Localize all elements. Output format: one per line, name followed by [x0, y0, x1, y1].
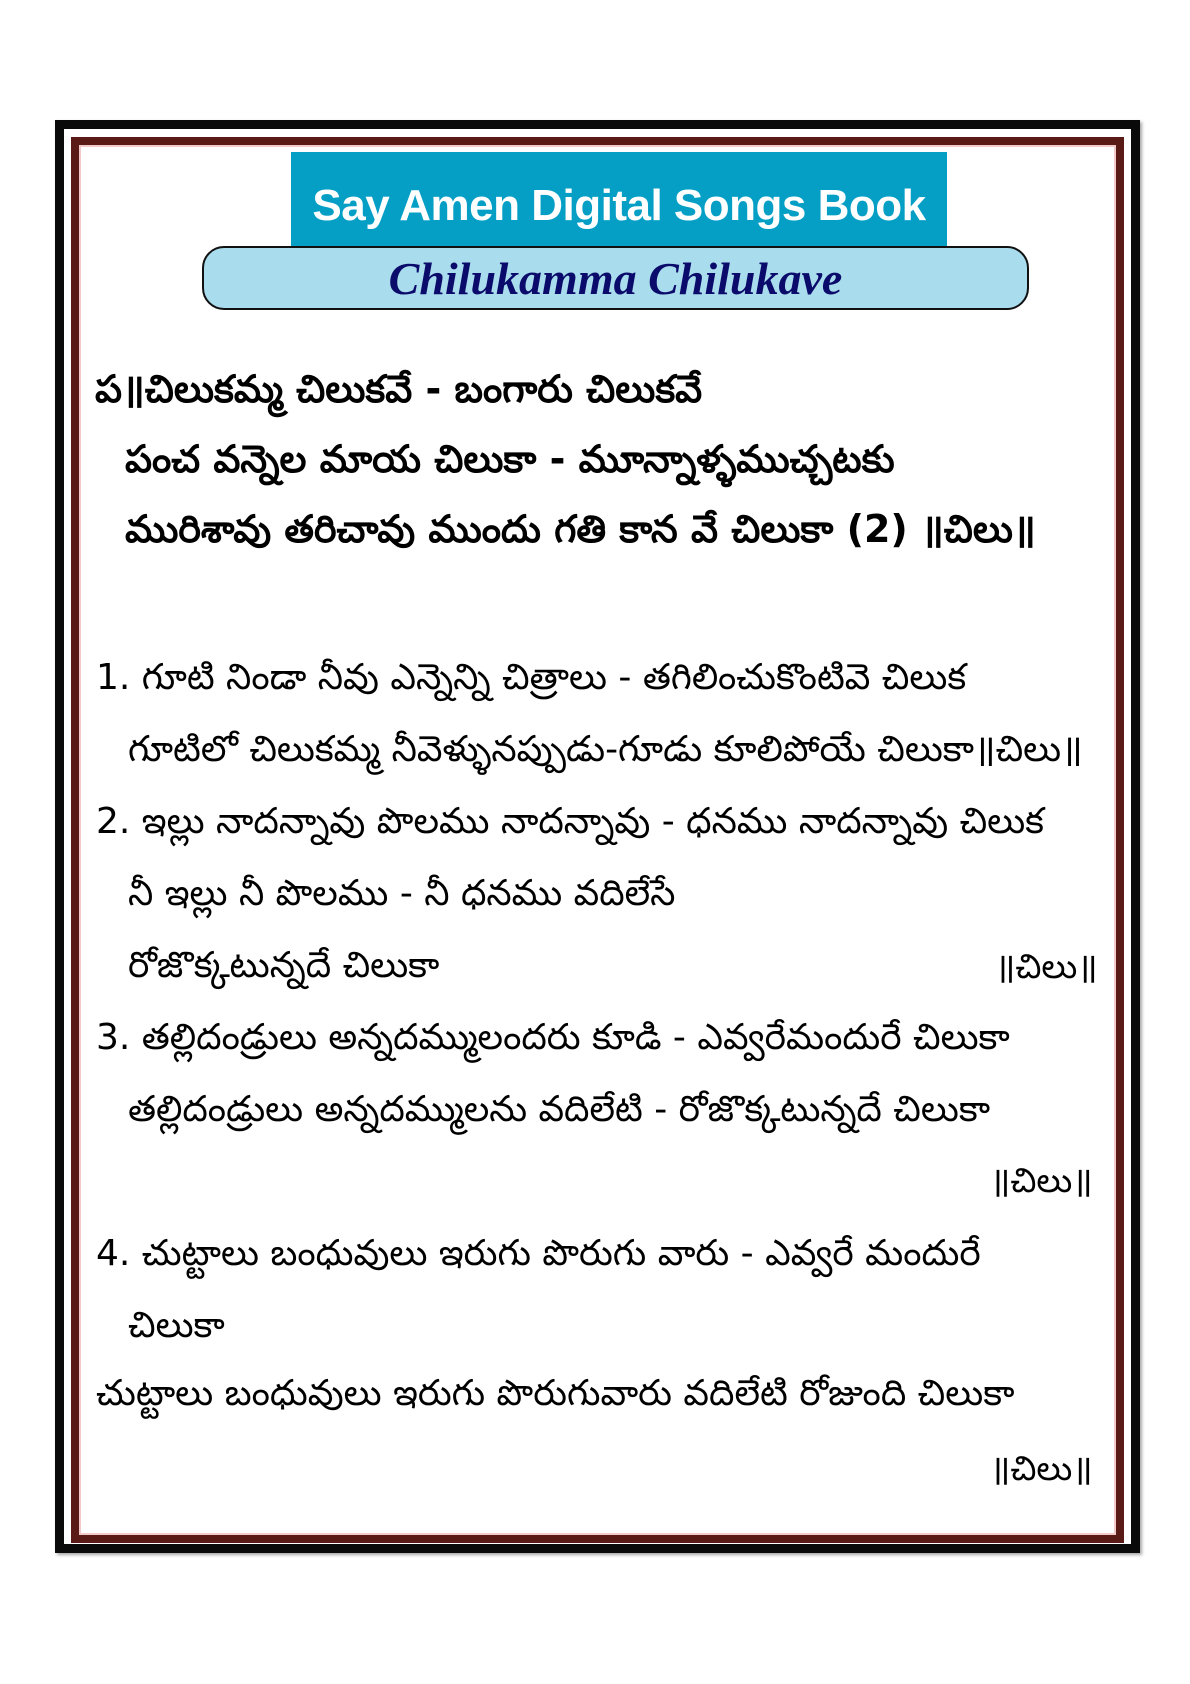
verse-2-line-3: రోజొక్కటున్నదే చిలుకా	[128, 945, 440, 986]
verse-2-line-1: 2. ఇల్లు నాదన్నావు పొలము నాదన్నావు - ధనము నాదన్నావు చిలుక	[96, 801, 1044, 842]
verse-4-line-1: 4. చుట్టాలు బంధువులు ఇరుగు పొరుగు వారు - ఎవ్వరే మందురే	[96, 1233, 981, 1274]
banner-title: Say Amen Digital Songs Book	[312, 180, 926, 230]
verse-4-line-3: చుట్టాలు బంధువులు ఇరుగు పొరుగువారు వదిలేటి రోజుంది చిలుకా	[96, 1373, 1015, 1414]
verse-2-refrain: ॥చిలు॥	[995, 947, 1098, 987]
verse-2-line-2: నీ ఇల్లు నీ పొలము - నీ ధనము వదిలేసే	[128, 873, 676, 914]
verse-3-line-2: తల్లిదండ్రులు అన్నదమ్ములను వదిలేటి - రోజొక్కటున్నదే చిలుకా	[128, 1089, 991, 1130]
verse-3-line-1: 3. తల్లిదండ్రులు అన్నదమ్ములందరు కూడి - ఎవ్వరేమందురే చిలుకా	[96, 1017, 1010, 1058]
verse-1-line-1: 1. గూటి నిండా నీవు ఎన్నెన్ని చిత్రాలు - తగిలించుకొంటివె చిలుక	[96, 657, 967, 698]
verse-1-line-2: గూటిలో చిలుకమ్మ నీవెళ్ళునప్పుడు-గూడు కూలిపోయే చిలుకా॥చిలు॥	[128, 729, 1083, 770]
songbook-banner	[291, 152, 947, 259]
chorus-line-1: ప॥చిలుకమ్మ చిలుకవే - బంగారు చిలుకవే	[95, 367, 703, 411]
song-title-pill	[202, 246, 1029, 310]
chorus-line-2: పంచ వన్నెల మాయ చిలుకా - మూన్నాళ్ళముచ్చటకు	[125, 437, 895, 481]
verse-4-refrain: ॥చిలు॥	[990, 1449, 1093, 1489]
verse-3-refrain: ॥చిలు॥	[990, 1161, 1093, 1201]
verse-4-line-2: చిలుకా	[128, 1305, 225, 1346]
song-title: Chilukamma Chilukave	[388, 252, 843, 304]
chorus-line-3: మురిశావు తరిచావు ముందు గతి కాన వే చిలుకా (2) ॥చిలు॥	[125, 507, 1036, 551]
